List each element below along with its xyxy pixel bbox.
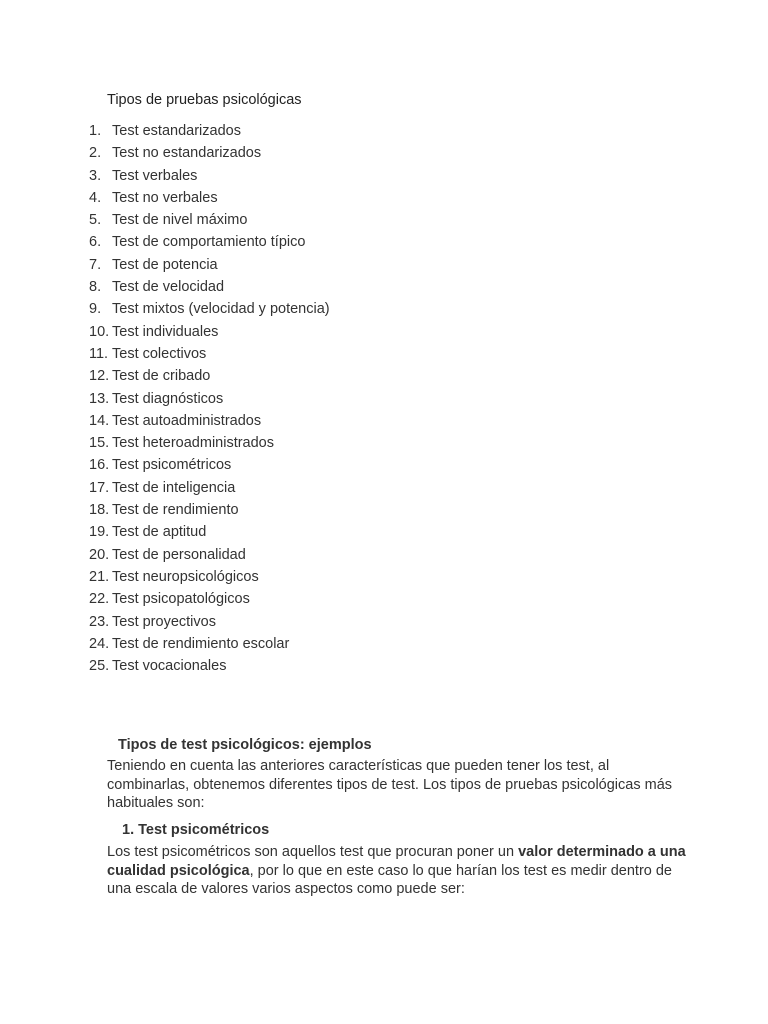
list-item-number: 1. [89,123,102,139]
list-item-number: 19. [89,524,110,541]
list-item [89,389,330,411]
list-item [89,500,330,522]
list-item-label: Test autoadministrados [112,412,262,429]
list-item-label: Test de inteligencia [112,479,236,496]
list-item-label: Test colectivos [112,345,207,362]
list-item-label: Test de cribado [112,368,211,385]
list-item-number: 25. [89,658,110,675]
list-item [89,545,330,567]
list-item-number: 12. [89,368,110,385]
list-item [89,166,330,188]
list-item [89,567,330,589]
section-heading: Tipos de test psicológicos: ejemplos [118,737,372,753]
list-item-number: 3. [89,167,102,184]
list-item-number: 21. [89,568,110,585]
list-item [89,188,330,210]
list-item-label: Test psicopatológicos [112,591,250,608]
body-paragraph [107,843,687,899]
list-item [89,455,330,477]
list-item-label: Test de potencia [112,256,218,273]
list-item-number: 2. [89,145,102,162]
list-item-label: Test estandarizados [112,123,241,139]
list-item [89,344,330,366]
list-item-label: Test no estandarizados [112,145,262,162]
list-item-label: Test heteroadministrados [112,435,274,452]
list-item [89,299,330,321]
list-item [89,634,330,656]
list-item-number: 20. [89,546,110,563]
list-item-label: Test de rendimiento escolar [112,635,290,652]
list-item [89,656,330,678]
sub-heading: 1. Test psicométricos [122,822,270,838]
list-item-number: 17. [89,479,110,496]
intro-paragraph: Teniendo en cuenta las anteriores características que pueden tener los test, al combinarlas, obtenemos diferentes tipos de test. Los tipos de pruebas psicológicas más habituales son: [107,758,673,811]
list-item-label: Test de aptitud [112,524,207,541]
list-item [89,522,330,544]
list-item-label: Test de personalidad [112,546,246,563]
list-item-number: 9. [89,301,102,318]
list-item [89,589,330,611]
document-title: Tipos de pruebas psicológicas [107,92,302,108]
list-item-label: Test verbales [112,167,198,184]
list-item [89,478,330,500]
paragraph-text-after: , por lo que en este caso lo que harían los test es medir dentro de una escala de valores varios aspectos como puede ser: [107,862,672,897]
list-item-number: 6. [89,234,102,251]
list-item-label: Test mixtos (velocidad y potencia) [112,301,330,318]
list-item-label: Test psicométricos [112,457,232,474]
list-item-number: 4. [89,189,102,206]
paragraph-text-before: Los test psicométricos son aquellos test que procuran poner un [107,844,519,860]
list-item-label: Test proyectivos [112,613,216,630]
paragraph-bold-text: valor determinado a una cualidad psicológica [107,844,686,879]
list-item-label: Test vocacionales [112,658,227,675]
list-item [89,232,330,254]
list-item-number: 15. [89,435,110,452]
list-item [89,366,330,388]
list-item [89,411,330,433]
test-types-list [89,121,330,678]
list-item-number: 13. [89,390,110,407]
list-item-number: 22. [89,591,110,608]
list-item [89,210,330,232]
list-item-number: 11. [89,345,109,362]
list-item-number: 18. [89,502,110,519]
list-item [89,433,330,455]
list-item [89,277,330,299]
list-item-label: Test de rendimiento [112,502,239,519]
list-item [89,121,330,143]
list-item [89,255,330,277]
list-item-number: 23. [89,613,110,630]
list-item-number: 5. [89,212,102,229]
list-item-label: Test de comportamiento típico [112,234,306,251]
list-item-number: 14. [89,412,110,429]
list-item-label: Test diagnósticos [112,390,224,407]
list-item-number: 7. [89,256,102,273]
list-item-label: Test individuales [112,323,219,340]
list-item-number: 10. [89,323,110,340]
list-item-number: 16. [89,457,110,474]
list-item-label: Test de velocidad [112,279,225,296]
list-item-label: Test no verbales [112,189,218,206]
list-item [89,612,330,634]
list-item [89,322,330,344]
list-item-label: Test de nivel máximo [112,212,248,229]
list-item [89,143,330,165]
list-item-number: 24. [89,635,110,652]
list-item-number: 8. [89,279,102,296]
list-item-label: Test neuropsicológicos [112,568,259,585]
